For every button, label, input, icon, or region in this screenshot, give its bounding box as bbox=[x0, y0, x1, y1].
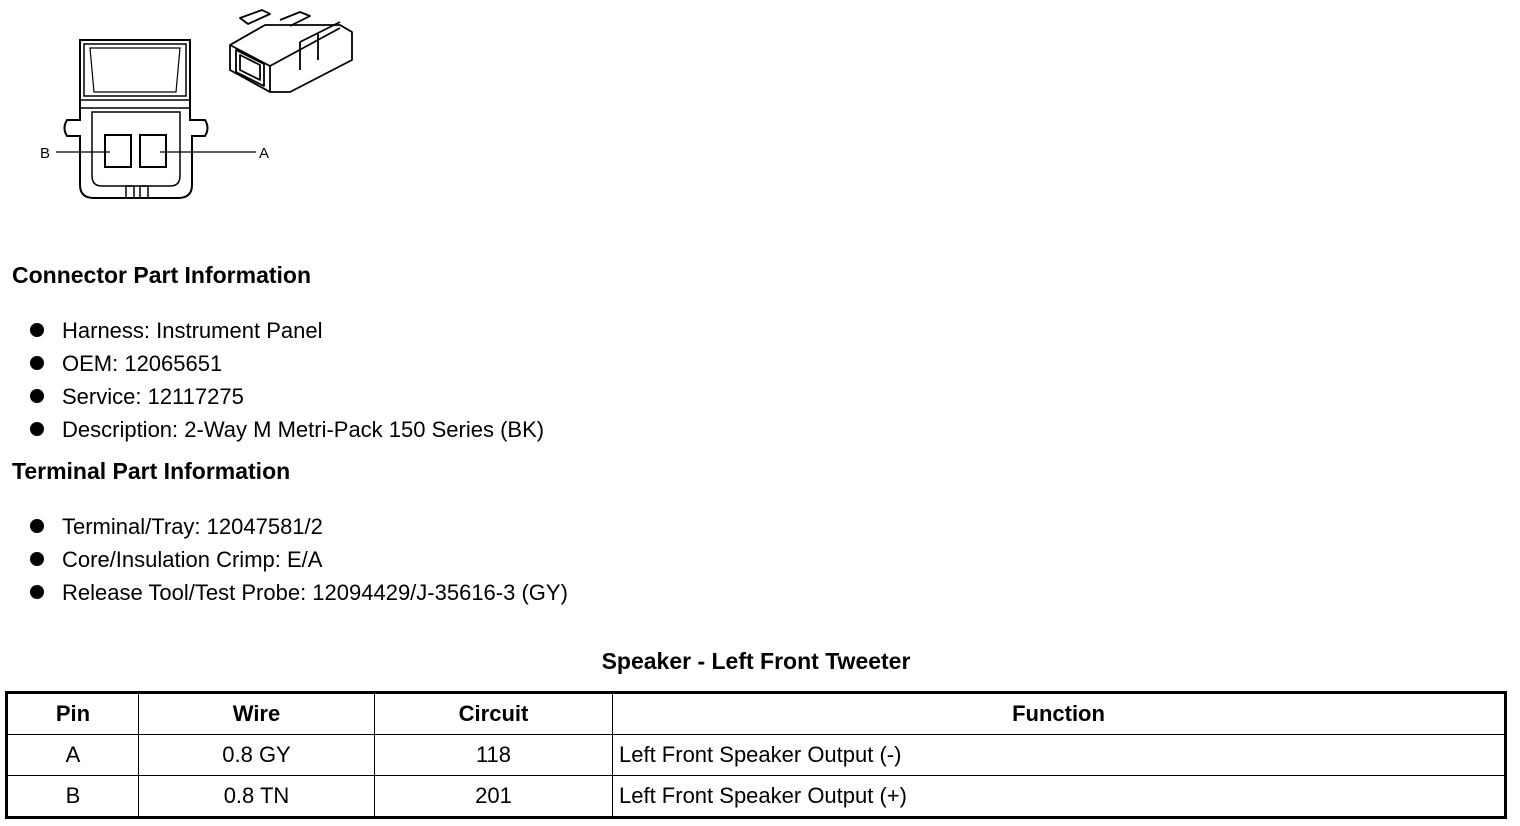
cell-circuit: 118 bbox=[375, 735, 613, 776]
table-title: Speaker - Left Front Tweeter bbox=[601, 648, 911, 674]
header-function: Function bbox=[613, 693, 1506, 735]
list-item-text: Terminal/Tray: 12047581/2 bbox=[62, 514, 323, 539]
cell-wire: 0.8 TN bbox=[139, 776, 375, 818]
list-item-text: Service: 12117275 bbox=[62, 384, 244, 409]
table-row bbox=[7, 776, 1506, 818]
list-item bbox=[30, 413, 544, 446]
cell-function: Left Front Speaker Output (-) bbox=[613, 735, 1506, 776]
list-item bbox=[30, 347, 544, 380]
header-wire: Wire bbox=[139, 693, 375, 735]
cell-function: Left Front Speaker Output (+) bbox=[613, 776, 1506, 818]
bullet-icon bbox=[30, 389, 44, 403]
list-item bbox=[30, 314, 544, 347]
bullet-icon bbox=[30, 356, 44, 370]
terminal-part-info-heading: Terminal Part Information bbox=[12, 458, 291, 484]
connector-face-drawing bbox=[0, 0, 380, 220]
bullet-icon bbox=[30, 323, 44, 337]
bullet-icon bbox=[30, 422, 44, 436]
bullet-icon bbox=[30, 585, 44, 599]
pinout-table bbox=[5, 691, 1507, 819]
bullet-icon bbox=[30, 552, 44, 566]
terminal-part-info-list bbox=[30, 510, 568, 609]
list-item-text: Description: 2-Way M Metri-Pack 150 Series (BK) bbox=[62, 417, 545, 442]
header-circuit: Circuit bbox=[375, 693, 613, 735]
list-item bbox=[30, 510, 568, 543]
connector-part-info-list bbox=[30, 314, 544, 446]
list-item-text: Release Tool/Test Probe: 12094429/J-35616-3 (GY) bbox=[62, 580, 568, 605]
table-header-row bbox=[7, 693, 1506, 735]
list-item-text: Harness: Instrument Panel bbox=[62, 318, 323, 343]
list-item bbox=[30, 380, 544, 413]
list-item-text: OEM: 12065651 bbox=[62, 351, 223, 376]
list-item bbox=[30, 576, 568, 609]
pin-b-label: B bbox=[40, 145, 51, 162]
list-item bbox=[30, 543, 568, 576]
bullet-icon bbox=[30, 519, 44, 533]
table-row bbox=[7, 735, 1506, 776]
cell-circuit: 201 bbox=[375, 776, 613, 818]
header-pin: Pin bbox=[7, 693, 139, 735]
connector-part-info-heading: Connector Part Information bbox=[12, 262, 312, 288]
cell-pin: B bbox=[7, 776, 139, 818]
pin-a-label: A bbox=[259, 145, 270, 162]
list-item-text: Core/Insulation Crimp: E/A bbox=[62, 547, 323, 572]
cell-pin: A bbox=[7, 735, 139, 776]
connector-diagram bbox=[0, 0, 380, 220]
cell-wire: 0.8 GY bbox=[139, 735, 375, 776]
